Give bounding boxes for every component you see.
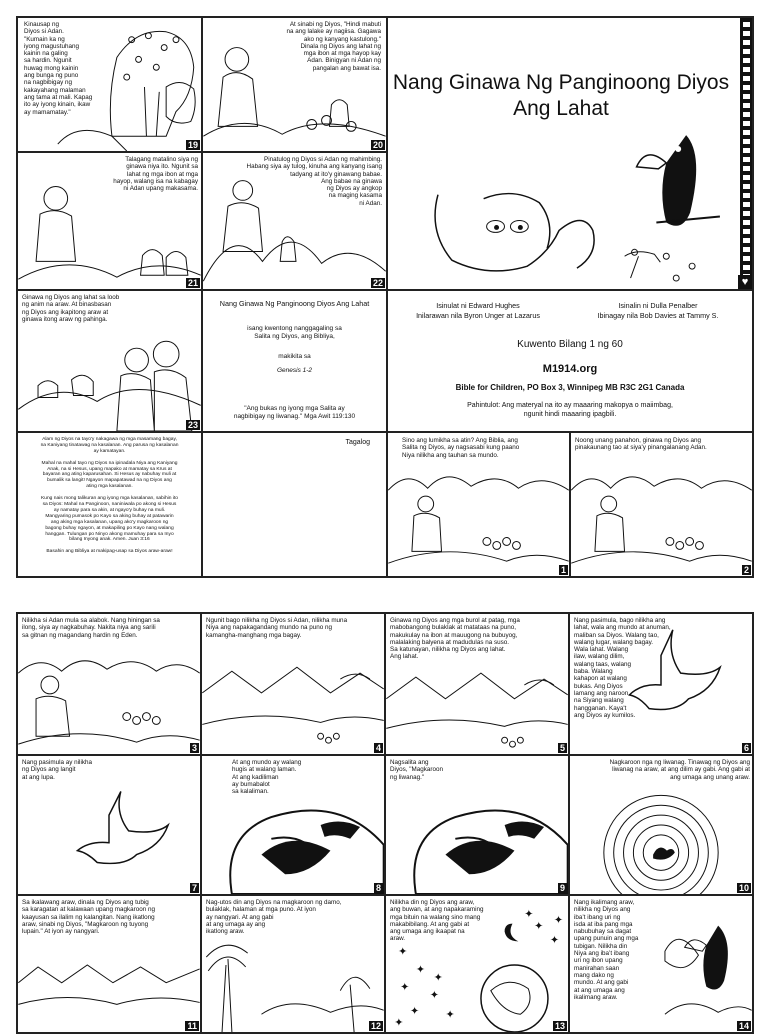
story-number: Kuwento Bilang 1 ng 60 — [517, 339, 623, 350]
site-link[interactable]: M1914.org — [542, 363, 598, 375]
panel-10-text: Nagkaroon nga ng liwanag. Tinawag ng Diyos ang liwanag na araw, at ang dilim ay gabi. Ang gabi at ang umaga ang unang araw. — [609, 759, 750, 781]
panel-21-number: 21 — [187, 278, 198, 288]
panel-6-number: 6 — [743, 743, 749, 753]
panel-11-number: 11 — [187, 1021, 197, 1031]
panel-8-number: 8 — [375, 883, 381, 893]
panel-1-number: 1 — [560, 565, 566, 575]
panel-22 — [202, 152, 387, 290]
svg-text:✦: ✦ — [415, 963, 425, 976]
panel-6-text: Nang pasimula, bago nilikha ang lahat, wala ang mundo at anuman, maliban sa Diyos. Walang tao, walang lugar, walang bagay. Wala lahat. Walang ilaw, walang dilim, walang taas, walang baba. Walang kahapon at walang bukas. Ang Diyos lamang ang naroon, na Siyang walang hangganan. Kaya't ang Diyos ay kumilos. — [574, 617, 671, 719]
language-label: Tagalog — [345, 439, 370, 446]
panel-22-number: 22 — [372, 278, 383, 288]
top-sheet — [16, 16, 754, 578]
svg-text:✦: ✦ — [553, 914, 563, 927]
cover — [387, 17, 753, 290]
svg-text:✦: ✦ — [534, 920, 544, 933]
panel-9 — [385, 755, 569, 895]
title-block-subtitle: isang kwentong nanggagaling sa Salita ng Diyos, ang Bibliya, — [247, 325, 342, 340]
svg-text:✦: ✦ — [400, 981, 410, 994]
cover-title: Nang Ginawa Ng Panginoong Diyos Ang Lahat — [392, 71, 730, 120]
adapted-by: Isinalin ni Dulla Penalber — [618, 301, 698, 310]
panel-12-number: 12 — [370, 1021, 381, 1031]
gospel-text: Alam ng Diyos na tayo'y nakagawa ng mga masamang bagay, na Kaniyang tinatawag na kasalanan. Ang parusa ng kasalanan ay kamatayan. Mahal na mahal tayo ng Diyos na ipinadala Niya ang Kaniyang Anak, na si Hesus, upang mapako at mamatay sa Krus at bayaran ang ating kaparusahan. Si Hesus ay nabuhay muli at bumalik sa langit! Ngayon mapapatawad na ng Diyos ang ating mga kasalanan. Kung nais mong talikuran ang iyong mga kasalanan, sabihin ito sa Diyos: Mahal na Panginoon, naniniwala po akong si Hesus ay namatay para sa akin, at ngayo'y buhay na muli. Mangyaring pumasok po Kayo sa aking buhay at patawarin ang aking mga kasalanan, upang ako'y magkaroon ng bagong buhay ngayon, at makapiling po Kayo nang walang hanggan. Tulungan po Ninyo akong mamuhay para sa Inyo bilang Inyong anak. Amen. Juan 3:16 Basahin ang Bibliya at makipag-usap sa Diyos araw-araw! — [40, 437, 179, 555]
svg-text:✦: ✦ — [549, 934, 560, 947]
panel-8-text: At ang mundo ay walang hugis at walang laman. At ang kadiliman ay bumabalot sa kalaliman. — [232, 759, 302, 796]
panel-19-number: 19 — [187, 140, 198, 150]
svg-text:✦: ✦ — [409, 1005, 420, 1018]
publisher-address: Bible for Children, PO Box 3, Winnipeg MB R3C 2G1 Canada — [455, 383, 685, 392]
credits-panel — [387, 290, 753, 432]
panel-20-text: At sinabi ng Diyos, "Hindi mabuti na ang lalake ay nagiisa. Gagawa ako ng kanyang kastulong." Dinala ng Diyos ang lahat ng mga ibon at mga hayop kay Adan. Binigyan ni Adan ng pangalan ang bawat isa. — [286, 21, 381, 72]
written-by: Isinulat ni Edward Hughes — [436, 301, 520, 310]
svg-text:✦: ✦ — [394, 1017, 404, 1030]
panel-7-number: 7 — [191, 883, 197, 893]
panel-4-number: 4 — [375, 743, 381, 753]
svg-text:✦: ✦ — [433, 971, 443, 984]
adam-first-man-illustration — [571, 433, 752, 576]
permission-note: Pahintulot: Ang materyal na ito ay maaaring makopya o maiimbag, ngunit hindi maaaring ipagbili. — [467, 402, 673, 418]
panel-6 — [569, 613, 753, 755]
title-block-title: Nang Ginawa Ng Panginoong Diyos Ang Lahat — [219, 299, 370, 308]
svg-text:✦: ✦ — [524, 908, 534, 921]
panel-19-text: Kinausap ng Diyos si Adan. "Kumain ka ng iyong magustuhang kainin na galing sa hardin. Ngunit huwag mong kainin ang bunga ng puno na nagbibigay ng kakayahang malaman ang tama at mali. Kapag ito ay iyong kinain, ikaw ay mamamatay." — [24, 21, 93, 116]
svg-text:✦: ✦ — [429, 989, 439, 1002]
panel-20 — [202, 17, 387, 152]
panel-2-number: 2 — [743, 565, 749, 575]
title-block-found-in: makikita sa — [278, 353, 311, 360]
panel-21 — [17, 152, 202, 290]
panel-13-text: Nilikha din ng Diyos ang araw, ang buwan, at ang napakaraming mga bituin na walang sino mang makabibilang. At ang gabi at ang umaga ang ikaapat na araw. — [390, 899, 484, 943]
panel-11 — [17, 895, 201, 1033]
title-block-verse: "Ang bukas ng iyong mga Salita ay nagbibigay ng liwanag." Mga Awit 119:130 — [233, 405, 356, 420]
bottom-sheet — [16, 612, 754, 1034]
illustrated-by: Inilarawan nila Byron Unger at Lazarus — [416, 311, 540, 320]
panel-3-number: 3 — [191, 743, 197, 753]
svg-text:✦: ✦ — [398, 946, 408, 959]
panel-22-text: Pinatulog ng Diyos si Adan ng mahimbing. Habang siya ay tulog, kinuha ang kanyang isang tadyang at ito'y ginawang babae. Ang babae na ginawa ng Diyos ay angkop na maging kasama ni Adan. — [246, 156, 382, 207]
panel-10-number: 10 — [738, 883, 749, 893]
gospel-panel — [17, 432, 202, 577]
language-panel — [202, 432, 387, 577]
panel-8 — [201, 755, 385, 895]
panel-21-text: Talagang matalino siya ng ginawa niya ito. Ngunit sa lahat ng mga ibon at mga hayop, walang isa na kabagay ni Adan upang makasama. — [113, 156, 198, 193]
panel-19 — [17, 17, 202, 152]
heart-icon: ♥ — [738, 275, 752, 289]
title-block-reference: Genesis 1-2 — [276, 367, 313, 374]
panel-12-text: Nag-utos din ang Diyos na magkaroon ng damo, bulaklak, halaman at mga puno. At iyon ay nangyari. At ang gabi at ang umaga ay ang ikatlong araw. — [206, 899, 342, 936]
panel-9-number: 9 — [559, 883, 565, 893]
panel-10 — [569, 755, 753, 895]
panel-2 — [570, 432, 753, 577]
panel-5-text: Ginawa ng Diyos ang mga burol at patag, mga mabobangong bulaklak at matataas na puno, makukulay na ibon at mauugong na bubuyog, malalaking balyena at madudulas na suso. Sa katunayan, nilikha ng Diyos ang lahat. Ang lahat. — [390, 617, 520, 661]
panel-23 — [17, 290, 202, 432]
panel-4-text: Ngunit bago nilikha ng Diyos si Adan, nilikha muna Niya ang napakagandang mundo na puno ng kamangha-manghang mga bagay. — [206, 617, 348, 639]
panel-23-number: 23 — [187, 420, 198, 430]
panel-7-text: Nang pasimula ay nilikha ng Diyos ang langit at ang lupa. — [22, 759, 93, 781]
panel-1 — [387, 432, 570, 577]
panel-3-text: Nilikha si Adan mula sa alabok. Nang hiningan sa ilong, siya ay nagkabuhay. Nakita niya ang sarili sa gitnan ng magandang hardin ng Eden. — [22, 617, 160, 639]
panel-5 — [385, 613, 569, 755]
panel-9-text: Nagsalita ang Diyos, "Magkaroon ng liwanag." — [390, 759, 443, 781]
panel-14-number: 14 — [738, 1021, 749, 1031]
svg-text:✦: ✦ — [445, 1009, 455, 1022]
panel-4 — [201, 613, 385, 755]
panel-5-number: 5 — [559, 743, 565, 753]
elephant-toucan-illustration — [388, 18, 752, 289]
panel-12 — [201, 895, 385, 1033]
panel-13-number: 13 — [554, 1021, 565, 1031]
colored-by: Ibinagay nila Bob Davies at Tammy S. — [597, 311, 719, 320]
title-block — [202, 290, 387, 432]
panel-7 — [17, 755, 201, 895]
panel-13 — [385, 895, 569, 1033]
panel-1-text: Sino ang lumikha sa atin? Ang Biblia, ang Salita ng Diyos, ay nagsasabi kung paano Niya nilikha ang tauhan sa mundo. — [402, 437, 520, 459]
panel-2-text: Noong unang panahon, ginawa ng Diyos ang pinakaunang tao at siya'y pinangalanang Adan. — [575, 437, 707, 452]
panel-11-text: Sa ikalawang araw, dinala ng Diyos ang tubig sa karagatan at kalawaan upang magkaroon ng kaayusan sa ilalim ng kalangitan. Nang ikatlong araw, sinabi ng Diyos, "Magkaroon ng tuyong lupain." At iyon ay nangyari. — [22, 899, 156, 936]
panel-14 — [569, 895, 753, 1033]
panel-20-number: 20 — [372, 140, 383, 150]
panel-3 — [17, 613, 201, 755]
panel-14-text: Nang ikalimang araw, nilikha ng Diyos ang ibaʼt ibang uri ng isda at iba pang mga nabubuhay sa dagat upang punuin ang mga tubigan. Nilikha din Niya ang ibaʼt ibang uri ng ibon upang manirahan saan mang dako ng mundo. At ang gabi at ang umaga ang ikalimang araw. — [574, 899, 639, 1001]
panel-23-text: Ginawa ng Diyos ang lahat sa loob ng anim na araw. At binasbasan ng Diyos ang ikapitong araw at ginawa itong araw ng pahinga. — [22, 294, 120, 323]
